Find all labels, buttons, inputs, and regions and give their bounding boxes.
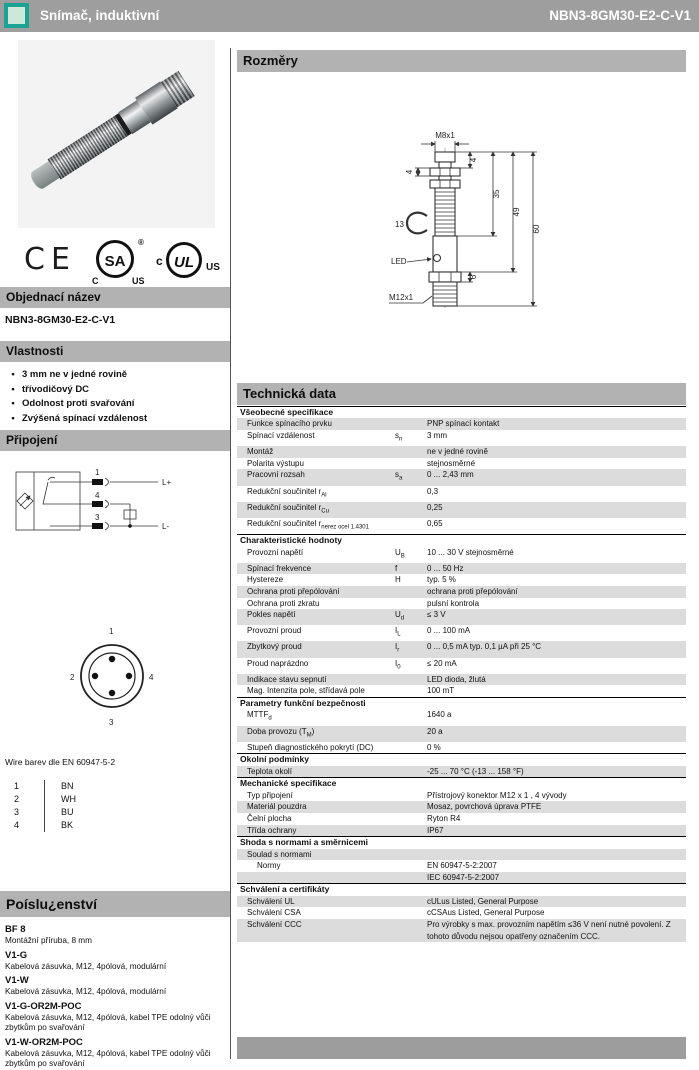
feature-text: 3 mm ne v jedné rovině xyxy=(22,369,128,380)
pinout-3: 3 xyxy=(109,718,114,727)
wire-color-row xyxy=(14,793,164,806)
spec-row xyxy=(237,563,686,575)
spec-label: Teplota okolí xyxy=(247,766,292,776)
spec-value: IP67 xyxy=(427,825,444,835)
wire-color-code: BN xyxy=(44,780,164,793)
spec-label: $MTTF_d$ xyxy=(247,710,272,723)
spec-label: Schválení UL xyxy=(247,896,295,906)
ul-us: US xyxy=(206,262,220,273)
technical-data-table xyxy=(237,406,686,942)
spec-row xyxy=(237,726,686,742)
spec-symbol: $s_n$ xyxy=(395,431,403,443)
wire-colors-title: Wire barev dle EN 60947-5-2 xyxy=(5,757,116,767)
spec-section-header: Schválení a certifikáty xyxy=(237,883,686,895)
certification-marks xyxy=(0,238,230,288)
spec-label: Spínací frekvence xyxy=(247,563,312,573)
spec-row xyxy=(237,547,686,563)
spec-row xyxy=(237,801,686,813)
spec-symbol: $s_a$ xyxy=(395,470,403,482)
section-title: Připojení xyxy=(6,433,58,447)
section-bar-accessories xyxy=(0,891,230,917)
page-title: Snímač, induktivní xyxy=(40,8,160,23)
accessory-name: BF 8 xyxy=(5,924,26,935)
section-bar-order-name xyxy=(0,287,230,308)
spec-row xyxy=(237,418,686,430)
spec-label: Pokles napětí xyxy=(247,610,296,620)
pin-3-label: 3 xyxy=(95,513,100,522)
csa-circle: SA xyxy=(96,240,134,278)
spec-label: Materiál pouzdra xyxy=(247,802,307,812)
spec-value: PNP spínací kontakt xyxy=(427,419,500,429)
section-title: Objednací název xyxy=(6,290,101,304)
spec-row xyxy=(237,907,686,919)
dim-60: 60 xyxy=(532,224,541,234)
ce-mark-icon: CE xyxy=(24,242,76,277)
spec-value: 0,65 xyxy=(427,518,443,528)
spec-row xyxy=(237,709,686,725)
feature-item xyxy=(4,397,226,412)
spec-value: ≤ 3 V xyxy=(427,610,446,620)
spec-row xyxy=(237,813,686,825)
connector-pinout-diagram xyxy=(52,620,172,735)
spec-value: cULus Listed, General Purpose xyxy=(427,896,539,906)
spec-value: ne v jedné rovině xyxy=(427,447,488,457)
spec-row xyxy=(237,502,686,518)
spec-section-header: Shoda s normami a směrnicemi xyxy=(237,836,686,848)
feature-text: Zvýšená spínací vzdálenost xyxy=(22,412,148,424)
spec-value: 20 a xyxy=(427,726,443,736)
feature-text: třívodičový DC xyxy=(22,383,90,395)
csa-registered: ® xyxy=(138,238,144,247)
spec-row xyxy=(237,825,686,837)
spec-label: Funkce spínacího prvku xyxy=(247,419,332,429)
spec-label: Spínací vzdálenost xyxy=(247,431,315,440)
spec-row xyxy=(237,872,686,884)
brand-icon xyxy=(4,3,29,28)
spec-section-header: Mechanické specifikace xyxy=(237,777,686,789)
spec-symbol: $I_0$ xyxy=(395,658,401,671)
wire-color-code: BK xyxy=(44,819,164,832)
accessory-description: Kabelová zásuvka, M12, 4pólová, kabel TPE odolný vůči zbytkům po svařování xyxy=(5,1012,211,1032)
spec-value: Pro výrobky s max. provozním napětím ≤36 V není nutné povolení. Z tohoto důvodu nejsou opatřeny označením CCC. xyxy=(427,919,671,941)
spec-label: Schválení CCC xyxy=(247,919,302,929)
spec-row xyxy=(237,574,686,586)
spec-value: 0 ... 0,5 mA typ. 0,1 µA při 25 °C xyxy=(427,642,542,652)
spec-section-header: Okolní podmínky xyxy=(237,753,686,765)
spec-row xyxy=(237,742,686,754)
section-title: Technická data xyxy=(243,386,336,401)
spec-row xyxy=(237,486,686,502)
spec-label: Typ připojení xyxy=(247,790,293,800)
wire-pin-number: 4 xyxy=(14,820,20,830)
spec-value: 3 mm xyxy=(427,431,447,440)
feature-item xyxy=(4,383,226,398)
dim-49: 49 xyxy=(512,207,521,217)
spec-label: Stupeň diagnostického pokrytí (DC) xyxy=(247,742,374,752)
wire-color-row xyxy=(14,819,164,832)
spec-label: Zbytkový proud xyxy=(247,642,302,652)
spec-label: Provozní napětí xyxy=(247,547,304,557)
spec-label: Redukční součinitel $r_{Cu}$ xyxy=(247,502,329,515)
pinout-4: 4 xyxy=(149,673,154,682)
spec-value: 0 ... 50 Hz xyxy=(427,563,464,573)
bullet-icon: • xyxy=(11,383,15,395)
spec-row xyxy=(237,469,686,485)
accessory-description: Kabelová zásuvka, M12, 4pólová, kabel TPE odolný vůči zbytkům po svařování xyxy=(5,1048,211,1068)
spec-row xyxy=(237,430,686,446)
spec-label: Mag. Intenzita pole, střídavá pole xyxy=(247,686,365,696)
feature-item xyxy=(4,368,226,383)
pin-1-label: 1 xyxy=(95,468,100,477)
wire-pin-number: 3 xyxy=(14,807,20,817)
dim-m8x1: M8x1 xyxy=(435,131,455,140)
spec-label: Redukční součinitel $r_{nerez ocel 1.4301}$ xyxy=(247,518,369,531)
section-bar-connection xyxy=(0,430,230,451)
spec-value: EN 60947-5-2:2007 xyxy=(427,861,497,871)
spec-value: ochrana proti přepólování xyxy=(427,586,518,596)
wire-color-row xyxy=(14,806,164,819)
wire-color-row xyxy=(14,780,164,793)
spec-section-header: Všeobecné specifikace xyxy=(237,406,686,418)
spec-symbol: $I_r$ xyxy=(395,642,400,655)
pinout-1: 1 xyxy=(109,627,114,636)
column-divider xyxy=(230,48,231,1059)
spec-value: LED dioda, žlutá xyxy=(427,674,486,684)
sensor-image xyxy=(24,68,196,197)
accessories-list xyxy=(5,921,223,1070)
csa-us: US xyxy=(132,276,145,286)
spec-section-header: Parametry funkční bezpečnosti xyxy=(237,697,686,709)
accessory-description: Kabelová zásuvka, M12, 4pólová, modulární xyxy=(5,987,167,996)
spec-label: Redukční součinitel $r_{Al}$ xyxy=(247,486,327,499)
spec-value: Přístrojový konektor M12 x 1 , 4 vývody xyxy=(427,790,567,800)
spec-label: Schválení CSA xyxy=(247,908,301,918)
spec-label: Normy xyxy=(257,861,281,871)
wire-pin-number: 1 xyxy=(14,781,20,791)
spec-symbol: $U_d$ xyxy=(395,610,405,622)
spec-label: Polarita výstupu xyxy=(247,458,304,468)
spec-value: cCSAus Listed, General Purpose xyxy=(427,908,545,918)
spec-label: Pracovní rozsah xyxy=(247,470,305,480)
spec-label: Ochrana proti zkratu xyxy=(247,598,320,608)
spec-row xyxy=(237,896,686,908)
ul-mark-icon xyxy=(156,242,218,288)
spec-symbol: $I_L$ xyxy=(395,626,401,638)
spec-row xyxy=(237,518,686,534)
spec-row xyxy=(237,766,686,778)
accessory-description: Kabelová zásuvka, M12, 4pólová, modulární xyxy=(5,961,167,971)
spec-value: 0 ... 2,43 mm xyxy=(427,470,474,480)
spec-symbol: H xyxy=(395,575,401,585)
spec-row xyxy=(237,609,686,625)
spec-row xyxy=(237,685,686,697)
spec-label: Indikace stavu sepnutí xyxy=(247,674,327,684)
accessory-name: V1-G xyxy=(5,949,28,961)
spec-row xyxy=(237,919,686,942)
spec-row xyxy=(237,641,686,657)
pin-4-label: 4 xyxy=(95,491,100,500)
spec-value: ≤ 20 mA xyxy=(427,658,457,668)
spec-label: Doba provozu $(T_M)$ xyxy=(247,726,315,739)
spec-row xyxy=(237,790,686,802)
spec-value: 10 ... 30 V stejnosměrné xyxy=(427,547,514,557)
spec-label: Ochrana proti přepólování xyxy=(247,586,340,596)
section-title: Vlastnosti xyxy=(6,344,64,358)
wire-colors-table xyxy=(14,780,164,832)
pinout-2: 2 xyxy=(70,673,75,682)
led-label: LED xyxy=(391,257,407,266)
l-minus-label: L- xyxy=(162,522,170,531)
spec-row xyxy=(237,458,686,470)
spec-label: Montáž xyxy=(247,447,274,457)
section-bar-bottom-cut xyxy=(237,1037,686,1059)
bullet-icon: • xyxy=(11,369,15,380)
spec-symbol: $U_B$ xyxy=(395,547,405,560)
spec-row xyxy=(237,586,686,598)
spec-value: 1640 a xyxy=(427,710,452,720)
csa-c: C xyxy=(92,276,99,286)
csa-mark-icon xyxy=(92,238,145,286)
section-title: Rozměry xyxy=(243,53,298,68)
section-bar-features xyxy=(0,341,230,362)
dim-13-wrench: 13 xyxy=(395,220,404,229)
feature-text: Odolnost proti svařování xyxy=(22,398,135,409)
wire-color-code: BU xyxy=(44,806,164,819)
feature-item xyxy=(4,412,226,427)
spec-value: -25 ... 70 °C (-13 ... 158 °F) xyxy=(427,766,524,776)
product-photo xyxy=(18,40,215,228)
spec-value: stejnosměrné xyxy=(427,458,476,468)
spec-row xyxy=(237,658,686,674)
ul-circle: UL xyxy=(166,242,202,278)
spec-symbol: f xyxy=(395,563,398,573)
dim-4-left: 4 xyxy=(405,169,414,175)
accessory-description: Montážní příruba, 8 mm xyxy=(5,936,92,945)
spec-value: Ryton R4 xyxy=(427,814,461,823)
header-bar xyxy=(0,0,699,32)
spec-label: Provozní proud xyxy=(247,626,302,636)
spec-row xyxy=(237,625,686,641)
dimension-drawing xyxy=(365,128,590,318)
bullet-icon: • xyxy=(11,412,15,424)
wire-pin-number: 2 xyxy=(14,794,20,804)
spec-row xyxy=(237,446,686,458)
spec-label: Čelní plocha xyxy=(247,814,292,823)
spec-value: 0,3 xyxy=(427,486,439,496)
wrench-icon xyxy=(407,213,427,234)
spec-value: IEC 60947-5-2:2007 xyxy=(427,872,500,882)
spec-label: Hystereze xyxy=(247,575,284,585)
spec-row xyxy=(237,860,686,872)
spec-label: Soulad s normami xyxy=(247,849,312,859)
accessory-name: V1-W xyxy=(5,975,29,986)
features-list xyxy=(4,368,226,426)
accessory-name: V1-G-OR2M-POC xyxy=(5,1000,82,1012)
spec-value: 0 % xyxy=(427,742,441,752)
spec-section-header: Charakteristické hodnoty xyxy=(237,534,686,546)
section-title: Poíslu¿enství xyxy=(6,896,98,912)
l-plus-label: L+ xyxy=(162,478,172,487)
part-number: NBN3-8GM30-E2-C-V1 xyxy=(549,8,691,23)
spec-value: 100 mT xyxy=(427,686,455,696)
dim-m12x1: M12x1 xyxy=(389,293,414,302)
wiring-diagram xyxy=(10,458,190,563)
spec-label: Proud naprázdno xyxy=(247,658,309,668)
spec-value: pulsní kontrola xyxy=(427,598,480,608)
ul-c: c xyxy=(156,254,163,268)
section-bar-dimensions xyxy=(237,50,686,72)
spec-label: Třída ochrany xyxy=(247,825,297,835)
spec-row xyxy=(237,674,686,686)
dim-35: 35 xyxy=(492,189,501,199)
bullet-icon: • xyxy=(11,398,15,409)
spec-row xyxy=(237,598,686,610)
spec-value: 0,25 xyxy=(427,502,443,512)
accessory-name: V1-W-OR2M-POC xyxy=(5,1036,83,1048)
sensor-threaded-barrel xyxy=(48,116,128,180)
spec-value: typ. 5 % xyxy=(427,575,456,585)
dim-6: 6 xyxy=(469,274,478,280)
order-name-value: NBN3-8GM30-E2-C-V1 xyxy=(5,314,116,326)
wire-color-code: WH xyxy=(44,793,164,806)
section-bar-technical-data xyxy=(237,383,686,405)
spec-value: Mosaz, povrchová úprava PTFE xyxy=(427,802,542,812)
dim-4-top: 4 xyxy=(469,157,478,163)
spec-group-header xyxy=(237,849,686,861)
spec-value: 0 ... 100 mA xyxy=(427,626,471,636)
